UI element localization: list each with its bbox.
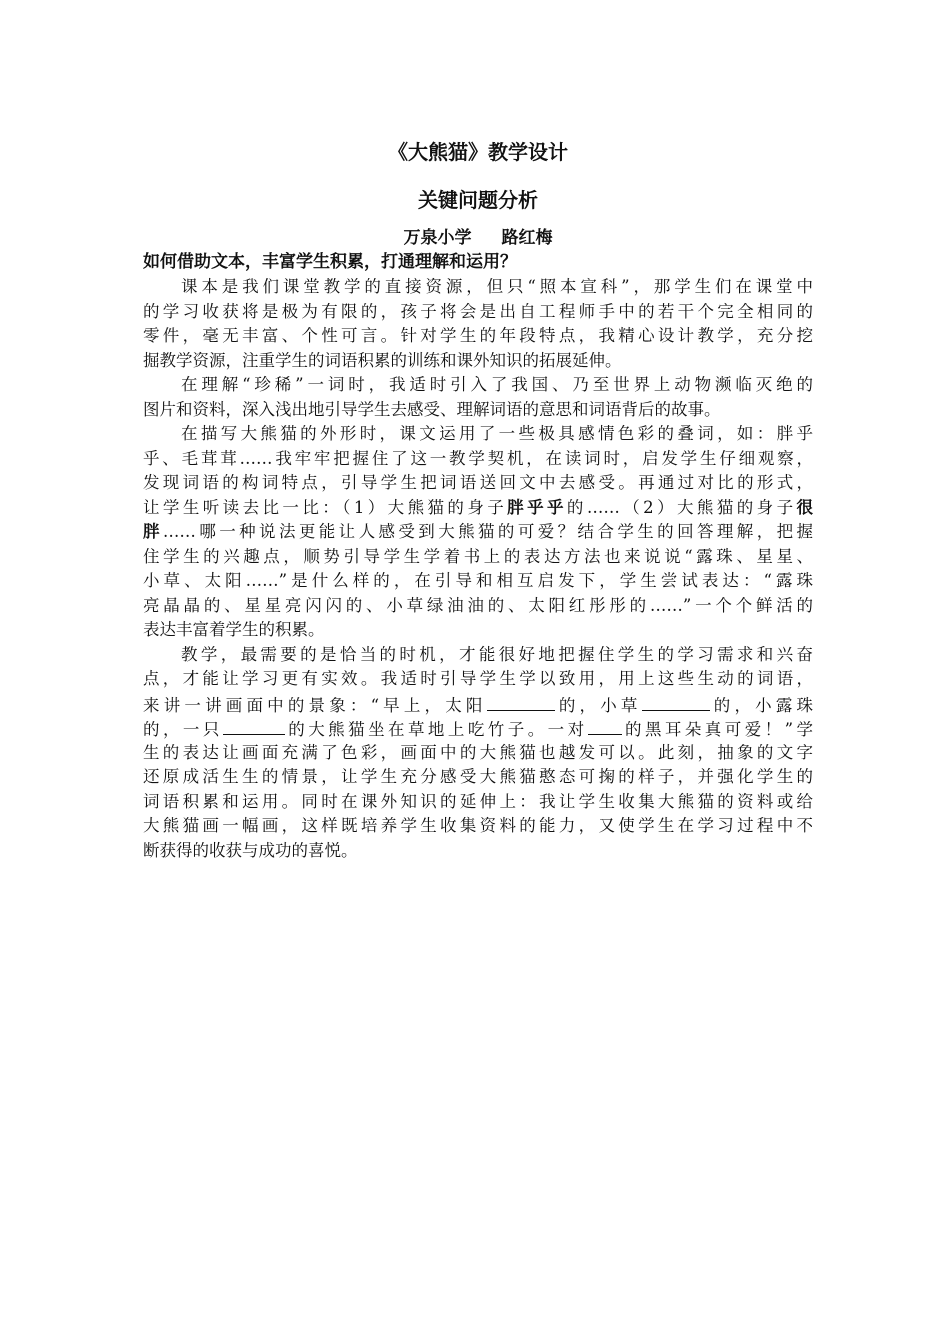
author-line bbox=[143, 226, 813, 250]
paragraph-1-line: 的学习收获将是极为有限的，孩子将会是出自工程师手中的若干个完全相同的 bbox=[143, 301, 813, 321]
text-run: 的……（2）大熊猫的身子 bbox=[566, 497, 797, 517]
paragraph-4-line: 教学，最需要的是恰当的时机，才能很好地把握住学生的学习需求和兴奋 bbox=[181, 644, 813, 664]
bold-word: 胖乎乎 bbox=[507, 497, 567, 517]
fill-in-blank bbox=[642, 692, 710, 711]
paragraph-4-line: 大熊猫画一幅画，这样既培养学生收集资料的能力，又使学生在学习过程中不 bbox=[143, 816, 813, 835]
paragraph-3-line bbox=[143, 496, 813, 521]
text-run: 的大熊猫坐在草地上吃竹子。一对 bbox=[284, 720, 588, 739]
paragraph-4-line: 生的表达让画面充满了色彩，画面中的大熊猫也越发可以。此刻，抽象的文字 bbox=[143, 742, 813, 762]
fill-in-blank bbox=[588, 716, 622, 735]
fill-in-blank bbox=[223, 716, 285, 735]
text-run: 的黑耳朵真可爱！”学 bbox=[621, 720, 814, 739]
document-body bbox=[143, 275, 813, 863]
paragraph-2-line: 在理解“珍稀”一词时，我适时引入了我国、乃至世界上动物濒临灭绝的 bbox=[181, 375, 813, 394]
paragraph-4-line: 词语积累和运用。同时在课外知识的延伸上：我让学生收集大熊猫的资料或给 bbox=[143, 791, 813, 811]
paragraph-1-line: 零件，毫无丰富、个性可言。针对学生的年段特点，我精心设计教学，充分挖 bbox=[143, 326, 813, 345]
paragraph-3-line bbox=[143, 520, 813, 545]
document-subtitle: 关键问题分析 bbox=[418, 188, 538, 212]
paragraph-4-line bbox=[143, 692, 813, 717]
school-name: 万泉小学 bbox=[403, 228, 472, 248]
text-run: 来讲一讲画面中的景象：“早上，太阳 bbox=[143, 695, 487, 715]
document-title: 《大熊猫》教学设计 bbox=[388, 140, 568, 164]
text-run: 的，小露珠 bbox=[709, 695, 813, 715]
text-run: 的，小草 bbox=[554, 695, 642, 715]
paragraph-2-line: 图片和资料，深入浅出地引导学生去感受、理解词语的意思和词语背后的故事。 bbox=[143, 399, 721, 419]
paragraph-4-line: 还原成活生生的情景，让学生充分感受大熊猫憨态可掬的样子，并强化学生的 bbox=[143, 767, 813, 786]
paragraph-1-line: 掘教学资源，注重学生的词语积累的训练和课外知识的拓展延伸。 bbox=[143, 350, 622, 370]
paragraph-4-line: 点，才能让学习更有实效。我适时引导学生学以致用，用上这些生动的词语， bbox=[143, 669, 813, 688]
fill-in-blank bbox=[487, 692, 555, 711]
key-question: 如何借助文本，丰富学生积累，打通理解和运用？ bbox=[143, 252, 517, 272]
paragraph-3-line: 亮晶晶的、星星亮闪闪的、小草绿油油的、太阳红彤彤的……”一个个鲜活的 bbox=[143, 595, 813, 615]
author-name: 路红梅 bbox=[501, 228, 553, 248]
paragraph-3-line: 表达丰富着学生的积累。 bbox=[143, 620, 325, 639]
paragraph-3-line: 在描写大熊猫的外形时，课文运用了一些极具感情色彩的叠词，如：胖乎 bbox=[181, 424, 813, 443]
bold-word: 胖 bbox=[143, 522, 163, 541]
bold-word: 很 bbox=[796, 497, 814, 517]
paragraph-3-line: 住学生的兴趣点，顺势引导学生学着书上的表达方法也来说说“露珠、星星、 bbox=[143, 546, 813, 566]
text-run: 的，一只 bbox=[143, 720, 223, 739]
text-run: 让学生听读去比一比：（1）大熊猫的身子 bbox=[143, 497, 508, 517]
text-run: ……哪一种说法更能让人感受到大熊猫的可爱？结合学生的回答理解，把握 bbox=[162, 522, 813, 541]
paragraph-4-line bbox=[143, 716, 813, 741]
paragraph-1-line: 课本是我们课堂教学的直接资源，但只“照本宣科”，那学生们在课堂中 bbox=[181, 277, 813, 296]
paragraph-4-line: 断获得的收获与成功的喜悦。 bbox=[143, 840, 358, 860]
paragraph-3-line: 小草、太阳……”是什么样的，在引导和相互启发下，学生尝试表达：“露珠 bbox=[143, 571, 813, 590]
paragraph-3-line: 发现词语的构词特点，引导学生把词语送回文中去感受。再通过对比的形式， bbox=[143, 473, 813, 492]
paragraph-3-line: 乎、毛茸茸……我牢牢把握住了这一教学契机，在读词时，启发学生仔细观察， bbox=[143, 448, 813, 468]
